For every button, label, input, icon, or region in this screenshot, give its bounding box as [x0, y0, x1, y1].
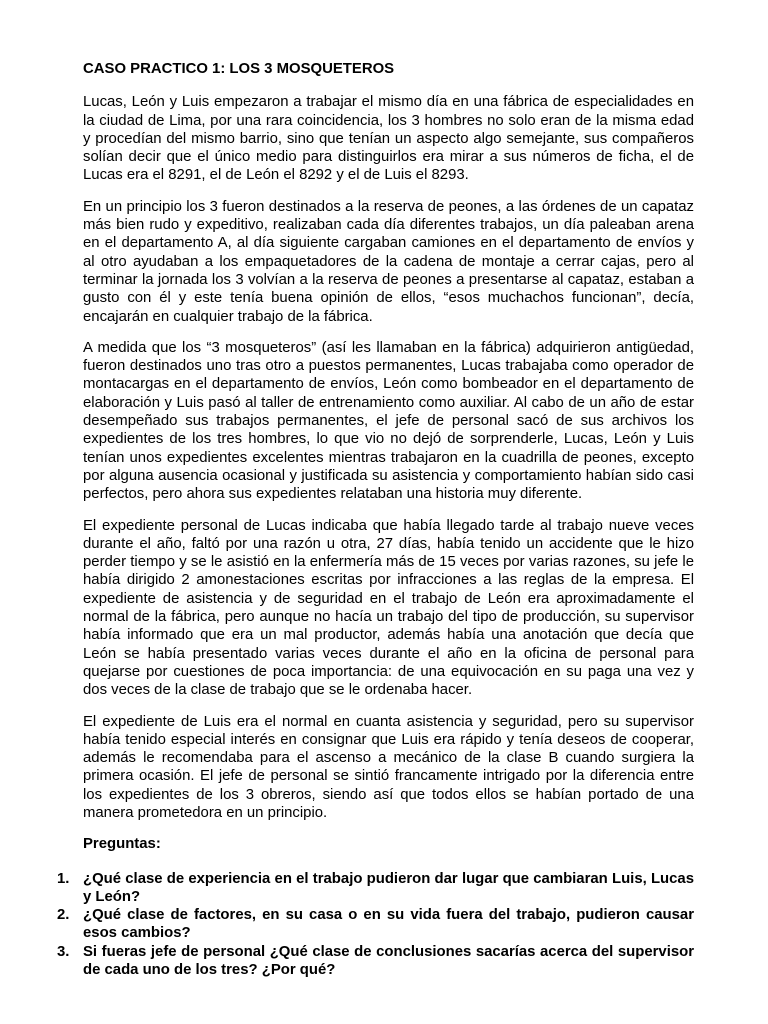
document-title: CASO PRACTICO 1: LOS 3 MOSQUETEROS — [83, 61, 395, 77]
document-body — [57, 60, 694, 979]
paragraph-peones: En un principio los 3 fueron destinados a la reserva de peones, a las órdenes de un capataz más bien rudo y expeditivo, realizaban cada día diferentes trabajos, un día paleaban arena en el departamento A, al día siguiente cargaban camiones en el departamento de envíos y al otro ayudaban a los empaquetadores de la cadena de montaje a cerrar cajas, pero al terminar la jornada los 3 volvían a la reserva de peones a presentarse al capataz, estaban a gusto con él y este tenía buena opinión de ellos, “esos muchachos funcionan”, decía, encajarán en cualquier trabajo de la fábrica. — [83, 198, 694, 325]
paragraph-intro: Lucas, León y Luis empezaron a trabajar el mismo día en una fábrica de especialidades en la ciudad de Lima, por una rara coincidencia, los 3 hombres no solo eran de la misma edad y procedían del mismo barrio, sino que tenían un aspecto algo semejante, sus compañeros solían decir que el único medio para distinguirlos era mirar a sus números de ficha, el de Lucas era el 8291, el de León el 8292 y el de Luis el 8293. — [83, 94, 694, 184]
question-number: 2. — [57, 907, 70, 924]
questions-list — [57, 870, 694, 980]
paragraph-expediente-lucas-leon: El expediente personal de Lucas indicaba que había llegado tarde al trabajo nueve veces durante el año, faltó por una razón u otra, 27 días, había tenido un accidente que le hizo perder tiempo y se le asistió en la enfermería más de 15 veces por varias razones, su jefe le había dirigido 2 amonestaciones escritas por infracciones a las reglas de la empresa. El expediente de asistencia y de seguridad en el trabajo de León era aproximadamente el normal de la fábrica, pero aunque no hacía un trabajo del tipo de producción, su supervisor había informado que era un mal productor, además había una anotación que decía que León se había presentado varias veces durante el año en la oficina de personal para quejarse por cuestiones de poca importancia: de una equivocación en su paga una vez y dos veces de la clase de trabajo que se le ordenaba hacer. — [83, 517, 694, 699]
paragraph-expediente-luis: El expediente de Luis era el normal en cuanta asistencia y seguridad, pero su supervisor había tenido especial interés en consignar que Luis era rápido y tenía deseos de cooperar, además le recomendaba para el ascenso a mecánico de la clase B cuando surgiera la primera ocasión. El jefe de personal se sintió francamente intrigado por la diferencia entre los expedientes de los 3 obreros, siendo así que todos ellos se habían portado de una manera prometedora en un principio. — [83, 713, 694, 821]
question-item — [57, 943, 694, 980]
questions-heading: Preguntas: — [83, 836, 161, 853]
paragraph-mosqueteros: A medida que los “3 mosqueteros” (así les llamaban en la fábrica) adquirieron antigüedad, fueron destinados uno tras otro a puestos permanentes, Lucas trabajaba como operador de montacargas en el departamento de envíos, León como bombeador en el departamento de elaboración y Luis pasó al taller de entrenamiento como auxiliar. Al cabo de un año de estar desempeñado sus trabajos permanentes, el jefe de personal sacó de sus archivos los expedientes de los tres hombres, lo que vio no dejó de sorprenderle, Lucas, León y Luis tenían unos expedientes excelentes mientras trabajaron en la cuadrilla de peones, excepto por alguna ausencia ocasional y justificada su asistencia y comportamiento habían sido casi perfectos, pero ahora sus expedientes relataban una historia muy diferente. — [83, 339, 694, 503]
question-text: ¿Qué clase de experiencia en el trabajo pudieron dar lugar que cambiaran Luis, Lucas y León? — [83, 870, 694, 905]
question-number: 3. — [57, 943, 70, 960]
question-item — [57, 906, 694, 943]
question-text: ¿Qué clase de factores, en su casa o en su vida fuera del trabajo, pudieron causar esos cambios? — [83, 907, 694, 942]
question-number: 1. — [57, 870, 70, 887]
question-item — [57, 870, 694, 907]
question-text: Si fueras jefe de personal ¿Qué clase de conclusiones sacarías acerca del supervisor de cada uno de los tres? ¿Por qué? — [83, 943, 694, 979]
